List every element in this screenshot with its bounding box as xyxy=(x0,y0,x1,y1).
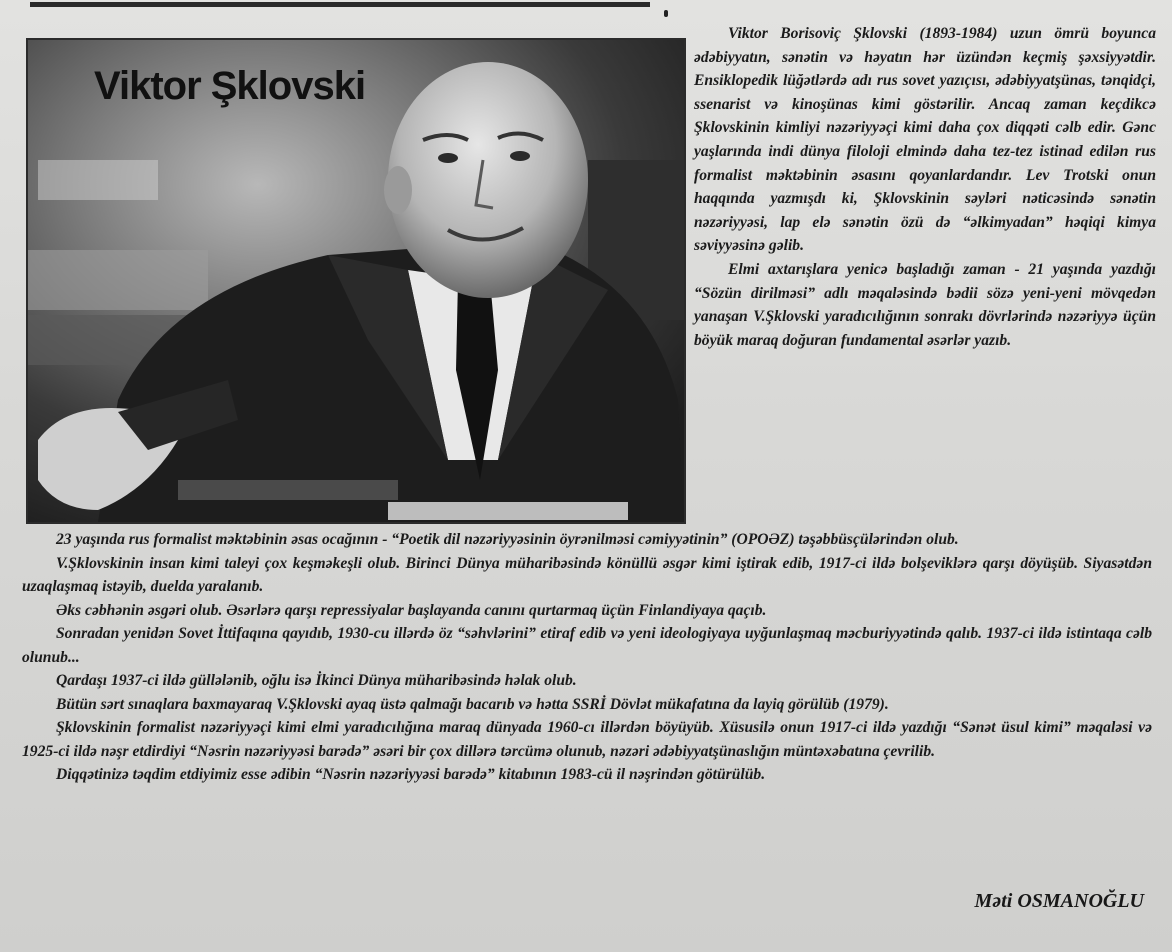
paragraph: V.Şklovskinin insan kimi taleyi çox keşməkeşli olub. Birinci Dünya müharibəsində könüllü əsgər kimi iştirak edib, 1917-ci ildə bolşeviklərə qarşı döyüşüb. Siyasətdən uzaqlaşmaq istəyib, duelda yaralanıb. xyxy=(22,554,1152,595)
paragraph: 23 yaşında rus formalist məktəbinin əsas ocağının - “Poetik dil nəzəriyyəsinin öyrənilməsi cəmiyyətinin” (OPOƏZ) təşəbbüsçülərindən olub. xyxy=(56,531,959,548)
full-width-text xyxy=(22,528,1152,787)
ink-speck xyxy=(664,10,668,17)
paragraph: Elmi axtarışlara yenicə başladığı zaman - 21 yaşında yazdığı “Sözün dirilməsi” adlı məqaləsində bədii sözə yeni-yeni mövqedən yanaşan V.Şklovski yaradıcılığının sonrakı dövrlərində nəzəriyyə üçün böyük maraq doğuran fundamental əsərlər yazıb. xyxy=(694,260,1156,349)
paragraph: Bütün sərt sınaqlara baxmayaraq V.Şklovski ayaq üstə qalmağı bacarıb və hətta SSRİ Dövlət mükafatına da layiq görülüb (1979). xyxy=(56,695,889,713)
paragraph: Viktor Borisoviç Şklovski (1893-1984) uzun ömrü boyunca ədəbiyyatın, sənətin və həyatın hər üzündən keçmiş şəxsiyyətdir. Ensiklopedik lüğətlərdə adı rus sovet yazıçısı, ədəbiyyatşünas, tənqidçi, ssenarist və kinoşünas kimi göstərilir. Ancaq zaman keçdikcə Şklovskinin kimliyi nəzəriyyəçi kimi daha çox diqqəti cəlb edir. Gənc yaşlarında indi dünya filoloji elmində daha tez-tez istinad edilən rus formalist məktəbinin əsasını qoyanlardandır. Lev Trotski onun haqqında yazmışdı ki, Şklovskinin səyləri nəticəsində sənətin nəzəriyyəsi, lap elə sənətin özü də “əlkimyadan” həqiqi kimya səviyyəsinə gəlib. xyxy=(694,25,1156,255)
paragraph: Diqqətinizə təqdim etdiyimiz esse ədibin “Nəsrin nəzəriyyəsi barədə” kitabının 1983-cü il nəşrindən götürülüb. xyxy=(56,766,766,783)
top-rule xyxy=(30,2,650,7)
paragraph: Sonradan yenidən Sovet İttifaqına qayıdıb, 1930-cu illərdə öz “səhvlərini” etiraf edib və yeni ideologiyaya uyğunlaşmaq məcburiyyətində qalıb. 1937-ci ildə istintaqa cəlb olunub... xyxy=(22,625,1152,666)
photo-title: Viktor Şklovski xyxy=(94,64,366,108)
portrait-illustration xyxy=(28,40,684,522)
portrait-photo xyxy=(26,38,686,524)
paragraph: Qardaşı 1937-ci ildə güllələnib, oğlu isə İkinci Dünya müharibəsində həlak olub. xyxy=(56,672,577,689)
right-column-text xyxy=(694,22,1156,352)
author-signature: Məti OSMANOĞLU xyxy=(974,890,1144,912)
paragraph: Əks cəbhənin əsgəri olub. Əsərlərə qarşı repressiyalar başlayanda canını qurtarmaq üçün Finlandiyaya qaçıb. xyxy=(56,601,767,619)
paragraph: Şklovskinin formalist nəzəriyyəçi kimi elmi yaradıcılığına maraq dünyada 1960-cı illərdən böyüyüb. Xüsusilə onun 1917-ci ildə yazdığı “Sənət üsul kimi” məqaləsi və 1925-ci ildə nəşr etdirdiyi “Nəsrin nəzəriyyəsi barədə” əsəri bir çox dillərə tərcümə olunub, nəzəri ədəbiyyatşünaslığın müntəxəbatına çevrilib. xyxy=(22,719,1152,760)
